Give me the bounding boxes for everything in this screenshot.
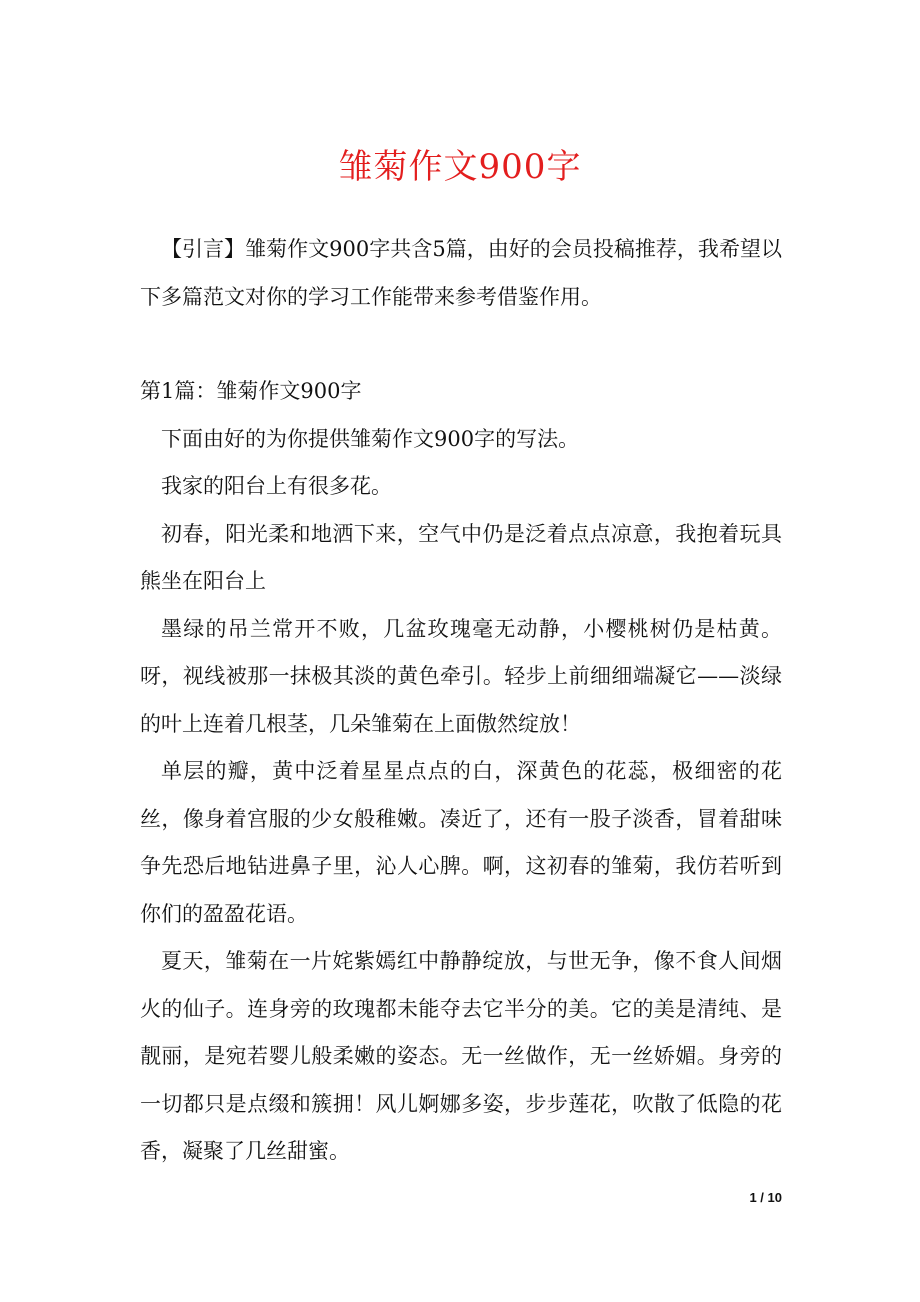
document-body [140,226,782,1176]
body-paragraph: 单层的瓣，黄中泛着星星点点的白，深黄色的花蕊，极细密的花丝，像身着宫服的少女般稚嫩。凑近了，还有一股子淡香，冒着甜味争先恐后地钻进鼻子里，沁人心脾。啊，这初春的雏菊，我仿若听到你们的盈盈花语。 [140,759,782,926]
body-paragraph: 我家的阳台上有很多花。 [161,474,392,498]
body-paragraph: 夏天，雏菊在一片姹紫嫣红中静静绽放，与世无争，像不食人间烟火的仙子。连身旁的玫瑰都未能夺去它半分的美。它的美是清纯、是靓丽，是宛若婴儿般柔嫩的姿态。无一丝做作，无一丝娇媚。身旁的一切都只是点缀和簇拥！风儿婀娜多姿，步步莲花，吹散了低隐的花香，凝聚了几丝甜蜜。 [140,949,782,1163]
body-paragraph: 初春，阳光柔和地洒下来，空气中仍是泛着点点凉意，我抱着玩具熊坐在阳台上 [140,521,782,593]
body-paragraph: 墨绿的吊兰常开不败，几盆玫瑰毫无动静，小樱桃树仍是枯黄。呀，视线被那一抹极其淡的黄色牵引。轻步上前细细端凝它——淡绿的叶上连着几根茎，几朵雏菊在上面傲然绽放！ [140,616,782,736]
page-number: 1 / 10 [749,1190,782,1205]
spacer [140,321,782,368]
intro-paragraph: 【引言】雏菊作文900字共含5篇，由好的会员投稿推荐，我希望以下多篇范文对你的学习工作能带来参考借鉴作用。 [140,237,782,309]
document-title: 雏菊作文900字 [338,147,582,187]
body-paragraph: 下面由好的为你提供雏菊作文900字的写法。 [161,426,580,451]
section-heading: 第1篇：雏菊作文900字 [140,379,362,403]
